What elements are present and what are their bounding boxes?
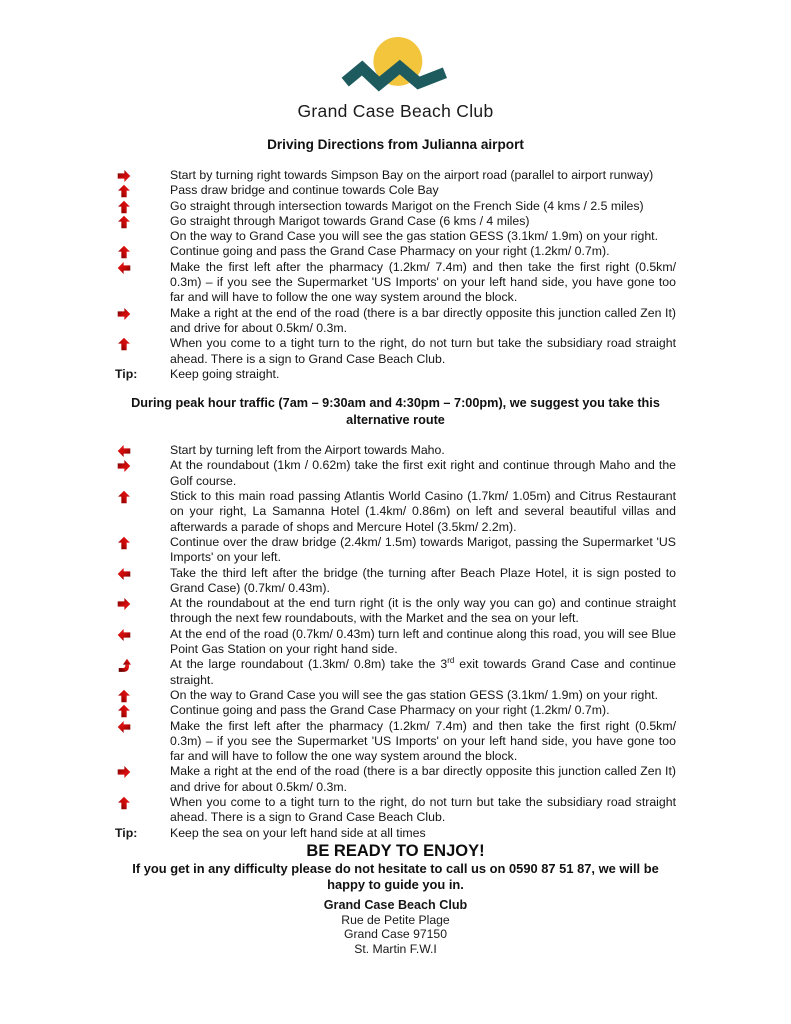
step-text: Stick to this main road passing Atlantis World Casino (1.7km/ 1.05m) and Citrus Restaurant on your right, La Samanna Hotel (1.4km/ 0.86m) on left and several beautiful villas and afterwards a parade of shops and Mercure Hotel (3.5km/ 2.2m).	[170, 489, 676, 534]
step-text: On the way to Grand Case you will see the gas station GESS (3.1km/ 1.9m) on your right.	[170, 229, 659, 244]
left-arrow-cell	[115, 260, 170, 275]
route-step	[115, 596, 676, 627]
route-step	[115, 244, 676, 259]
curve-up-arrow-icon	[117, 658, 131, 672]
step-text: Make the first left after the pharmacy (1.2km/ 7.4m) and then take the first right (0.5km/ 0.3m) – if you see the Supermarket 'US Imports' on your left hand side, you have gone too far and will have to follow the one way system around the block.	[170, 718, 676, 764]
route-step	[115, 229, 676, 244]
route-step	[115, 719, 676, 765]
difficulty-line1: If you get in any difficulty please do not hesitate to call us on 0590 87 51 87, we will be	[132, 860, 659, 876]
route-step	[115, 627, 676, 658]
route-step	[115, 336, 676, 367]
up-arrow-icon	[117, 490, 131, 504]
step-text: At the large roundabout (1.3km/ 0.8m) take the 3rd exit towards Grand Case and continue straight.	[170, 656, 677, 687]
left-arrow-icon	[117, 261, 131, 275]
left-arrow-cell	[115, 627, 170, 642]
up-arrow-cell	[115, 199, 170, 214]
up-arrow-cell	[115, 336, 170, 351]
footer-company-name: Grand Case Beach Club	[323, 897, 468, 912]
tip-text: Keep going straight.	[170, 366, 280, 381]
route-step	[115, 535, 676, 566]
left-arrow-cell	[115, 566, 170, 581]
tip-text: Keep the sea on your left hand side at all times	[170, 825, 426, 840]
route-step	[115, 489, 676, 535]
step-text: At the roundabout at the end turn right (it is the only way you can go) and continue straight through the next few roundabouts, with the Market and the sea on your left.	[170, 596, 676, 626]
route-step	[115, 306, 676, 337]
route-step	[115, 795, 676, 826]
up-arrow-icon	[117, 184, 131, 198]
route-step	[115, 214, 676, 229]
step-text: When you come to a tight turn to the right, do not turn but take the subsidiary road straight ahead. There is a sign to Grand Case Beach Club.	[170, 794, 676, 825]
up-arrow-cell	[115, 489, 170, 504]
tip-label: Tip:	[115, 825, 138, 840]
step-text: Go straight through Marigot towards Grand Case (6 kms / 4 miles)	[170, 213, 530, 228]
route-step	[115, 566, 676, 597]
footer-address-city: Grand Case 97150	[344, 927, 447, 942]
left-arrow-icon	[117, 720, 131, 734]
route-step	[115, 199, 676, 214]
alternative-route-heading-line1: During peak hour traffic (7am – 9:30am and 4:30pm – 7:00pm), we suggest you take this	[131, 396, 660, 411]
step-text: Make a right at the end of the road (there is a bar directly opposite this junction called Zen It) and drive for about 0.5km/ 0.3m.	[170, 305, 676, 335]
route2-list	[115, 443, 676, 825]
route-step	[115, 458, 676, 489]
ready-to-enjoy-line: BE READY TO ENJOY!	[306, 841, 485, 860]
footer	[0, 842, 791, 957]
up-arrow-cell	[115, 244, 170, 259]
right-arrow-icon	[117, 307, 131, 321]
route-step	[115, 260, 676, 306]
step-text: Make the first left after the pharmacy (1.2km/ 7.4m) and then take the first right (0.5km/ 0.3m) – if you see the Supermarket 'US Imports' on your left hand side, you have gone too far and will have to follow the one way system around the block.	[170, 259, 676, 305]
route1-list	[115, 168, 676, 367]
step-text: Continue over the draw bridge (2.4km/ 1.5m) towards Marigot, passing the Supermarket 'US Imports' on your left.	[170, 534, 676, 565]
right-arrow-icon	[117, 169, 131, 183]
sun-waves-logo-icon	[337, 36, 455, 100]
step-text: Start by turning left from the Airport towards Maho.	[170, 443, 445, 458]
up-arrow-icon	[117, 536, 131, 550]
step-text: Go straight through intersection towards Marigot on the French Side (4 kms / 2.5 miles)	[170, 198, 644, 213]
step-text: Start by turning right towards Simpson Bay on the airport road (parallel to airport runway)	[170, 168, 654, 182]
right-arrow-cell	[115, 168, 170, 183]
up-arrow-cell	[115, 535, 170, 550]
up-arrow-icon	[117, 704, 131, 718]
route-step	[115, 168, 676, 183]
up-arrow-icon	[117, 796, 131, 810]
left-arrow-cell	[115, 719, 170, 734]
left-arrow-cell	[115, 443, 170, 458]
up-arrow-cell	[115, 795, 170, 810]
left-arrow-icon	[117, 444, 131, 458]
route-step	[115, 443, 676, 458]
right-arrow-cell	[115, 458, 170, 473]
step-text: Pass draw bridge and continue towards Cole Bay	[170, 183, 439, 198]
route-step	[115, 183, 676, 198]
footer-address-country: St. Martin F.W.I	[354, 942, 437, 957]
content-column	[0, 168, 791, 841]
up-arrow-icon	[117, 200, 131, 214]
right-arrow-icon	[117, 765, 131, 779]
route-step	[115, 688, 676, 703]
right-arrow-cell	[115, 306, 170, 321]
up-arrow-cell	[115, 703, 170, 718]
step-text: At the roundabout (1km / 0.62m) take the first exit right and continue through Maho and the Golf course.	[170, 458, 676, 488]
step-text: On the way to Grand Case you will see the gas station GESS (3.1km/ 1.9m) on your right.	[170, 687, 659, 702]
right-arrow-cell	[115, 764, 170, 779]
tip-label: Tip:	[115, 366, 138, 381]
company-name: Grand Case Beach Club	[297, 101, 494, 121]
up-arrow-icon	[117, 215, 131, 229]
alternative-route-heading	[115, 395, 676, 429]
step-text: Continue going and pass the Grand Case Pharmacy on your right (1.2km/ 0.7m).	[170, 244, 610, 259]
alternative-route-heading-line2: alternative route	[346, 413, 445, 428]
route1-tip	[115, 367, 676, 382]
page-title: Driving Directions from Julianna airport	[267, 137, 524, 152]
footer-address-street: Rue de Petite Plage	[341, 912, 450, 927]
logo	[0, 36, 791, 122]
right-arrow-icon	[117, 597, 131, 611]
right-arrow-cell	[115, 596, 170, 611]
right-arrow-icon	[117, 459, 131, 473]
route-step	[115, 657, 676, 688]
step-text: Continue going and pass the Grand Case Pharmacy on your right (1.2km/ 0.7m).	[170, 703, 610, 718]
step-text: At the end of the road (0.7km/ 0.43m) turn left and continue along this road, you will see Blue Point Gas Station on your right hand side.	[170, 626, 676, 657]
route2-tip	[115, 826, 676, 841]
step-text: Make a right at the end of the road (there is a bar directly opposite this junction called Zen It) and drive for about 0.5km/ 0.3m.	[170, 764, 676, 794]
left-arrow-icon	[117, 628, 131, 642]
step-text: When you come to a tight turn to the right, do not turn but take the subsidiary road straight ahead. There is a sign to Grand Case Beach Club.	[170, 336, 676, 366]
left-arrow-icon	[117, 567, 131, 581]
curve-up-arrow-cell	[115, 657, 170, 672]
up-arrow-cell	[115, 688, 170, 703]
step-text: Take the third left after the bridge (the turning after Beach Plaze Hotel, it is sign posted to Grand Case) (0.7km/ 0.43m).	[170, 565, 676, 595]
up-arrow-icon	[117, 245, 131, 259]
up-arrow-cell	[115, 183, 170, 198]
no-arrow-spacer	[115, 229, 170, 230]
up-arrow-icon	[117, 337, 131, 351]
up-arrow-cell	[115, 214, 170, 229]
up-arrow-icon	[117, 689, 131, 703]
route-step	[115, 764, 676, 795]
route-step	[115, 703, 676, 718]
difficulty-line2: happy to guide you in.	[327, 877, 464, 893]
